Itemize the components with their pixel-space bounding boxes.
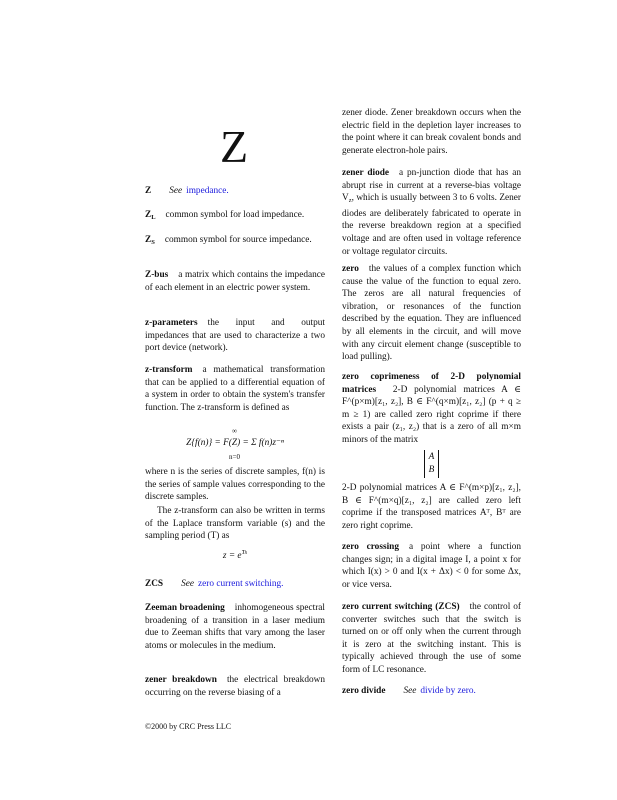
entry-definition: 2-D polynomial matrices A ∈ F^(p×m)[z₁, z₂], B ∈ F^(q×m)[z₁, z₂] (p + q ≥ m ≥ 1) are called zero right coprime if there exists a pair (z₁, z₂) that is a zero of all m×m minors of the matrix bbox=[342, 384, 521, 445]
entry-term: zero current switching (ZCS) bbox=[342, 602, 460, 612]
coprime-left-definition: 2-D polynomial matrices A ∈ F^(m×p)[z₁, z₂], B ∈ F^(m×q)[z₁, z₂] are called zero left coprime if the transposed matrices Aᵀ, Bᵀ are zero right coprime. bbox=[342, 483, 521, 531]
entry-definition: inhomogeneous spectral broadening of a transition in a laser medium due to Zeeman shifts that vary among the laser atoms or molecules in the medium. bbox=[145, 603, 325, 651]
zener-breakdown-continued: zener diode. Zener breakdown occurs when the electric field in the depletion layer increases to the point where it can break covalent bonds and generate electron-hole pairs. bbox=[342, 108, 521, 156]
entry-zbus bbox=[145, 269, 325, 294]
entry-term: Z bbox=[145, 186, 152, 196]
entry-definition: a point where a function changes sign; in a digital image I, a point x for which I(x) > 0 and I(x + Δx) < 0 for some Δx, or vice versa. bbox=[342, 542, 522, 590]
entry-term: zero divide bbox=[342, 686, 386, 696]
section-letter: Z bbox=[220, 121, 249, 172]
sum-lower-limit: n=0 bbox=[229, 453, 240, 461]
entry-zener-diode: zener diode a pn-junction diode that has an abrupt rise in current at a reverse-bias voltage $V_z$, which is usually between 3 to 6 volts. Zener diodes are deliberately fabricated to operate in the reverse breakdown region at a specified voltage and are often used in voltage reference or voltage regulator circuits. bbox=[342, 168, 521, 257]
entry-term: $Z_S$ bbox=[145, 235, 155, 246]
entry-definition: common symbol for load impedance. bbox=[165, 210, 305, 220]
entry-zero-divide bbox=[342, 685, 476, 698]
entry-definition: the values of a complex function which cause the value of the function to equal zero. The zeros are all natural frequencies of vibration, or resonances of the function described by the equation. They are influenced by all elements in the circuit, and will move with any circuit element change (susceptible to load pulling). bbox=[342, 264, 521, 363]
entry-term: zener diode bbox=[342, 168, 390, 178]
entry-definition: a matrix which contains the impedance of each element in an electric power system. bbox=[145, 270, 325, 293]
coprime-matrix: A B bbox=[342, 450, 521, 478]
see-label: See bbox=[403, 686, 417, 696]
entry-definition: common symbol for source impedance. bbox=[164, 235, 312, 245]
entry-term: ZCS bbox=[145, 579, 164, 589]
entry-term: $Z_L$ bbox=[145, 210, 156, 221]
z-transform-laplace: The z-transform can also be written in terms of the Laplace transform variable (s) and the sampling period (T) as bbox=[145, 506, 325, 542]
entry-term: zero coprimeness of 2-D polynomial matrices bbox=[342, 372, 521, 395]
z-transform-explanation: where n is the series of discrete samples, f(n) is the series of sample values corresponding to the discrete samples. bbox=[145, 467, 325, 503]
entry-zero-current-switching bbox=[342, 601, 521, 677]
entry-term: zero crossing bbox=[342, 542, 399, 552]
entry-zl bbox=[145, 209, 304, 225]
see-link[interactable]: zero current switching. bbox=[198, 579, 284, 589]
entry-term: z-transform bbox=[145, 365, 193, 375]
entry-definition: a mathematical transformation that can be applied to a differential equation of a system in order to obtain the system's transfer function. The z-transform is defined as bbox=[145, 365, 325, 413]
entry-definition: the control of converter switches such that the switch is turned on or off only when the current through it is zero at the switching instant. This is typically achieved through the use of some form of LC resonance. bbox=[342, 602, 522, 675]
entry-z bbox=[145, 185, 229, 198]
see-link[interactable]: divide by zero. bbox=[420, 686, 476, 696]
entry-zero-crossing bbox=[342, 541, 521, 591]
entry-definition: the electrical breakdown occurring on the reverse biasing of a bbox=[145, 675, 325, 698]
entry-zeeman-broadening bbox=[145, 602, 325, 652]
entry-zener-breakdown bbox=[145, 674, 325, 699]
entry-zs bbox=[145, 234, 312, 250]
entry-zcs bbox=[145, 578, 283, 591]
entry-term: zero bbox=[342, 264, 359, 274]
entry-z-transform bbox=[145, 364, 325, 414]
entry-definition: the input and output impedances that are used to characterize a two port device (network). bbox=[145, 318, 325, 354]
entry-z-parameters bbox=[145, 317, 325, 355]
copyright-footer: ©2000 by CRC Press LLC bbox=[145, 722, 232, 731]
entry-zero-coprimeness bbox=[342, 371, 521, 447]
z-transform-equation bbox=[145, 425, 325, 463]
equation-text: Z{f(n)} = F(Z) = Σ f(n)z⁻ⁿ bbox=[186, 438, 284, 448]
sum-upper-limit: ∞ bbox=[232, 427, 237, 435]
entry-term: Zeeman broadening bbox=[145, 603, 225, 613]
see-label: See bbox=[181, 579, 194, 589]
see-link[interactable]: impedance. bbox=[186, 186, 229, 196]
see-label: See bbox=[169, 186, 183, 196]
laplace-equation: $z = e^{Ts}$ bbox=[222, 549, 248, 561]
entry-term: Z-bus bbox=[145, 270, 169, 280]
entry-term: zener breakdown bbox=[145, 675, 217, 685]
entry-zero bbox=[342, 263, 521, 364]
entry-term: z-parameters bbox=[145, 318, 198, 328]
